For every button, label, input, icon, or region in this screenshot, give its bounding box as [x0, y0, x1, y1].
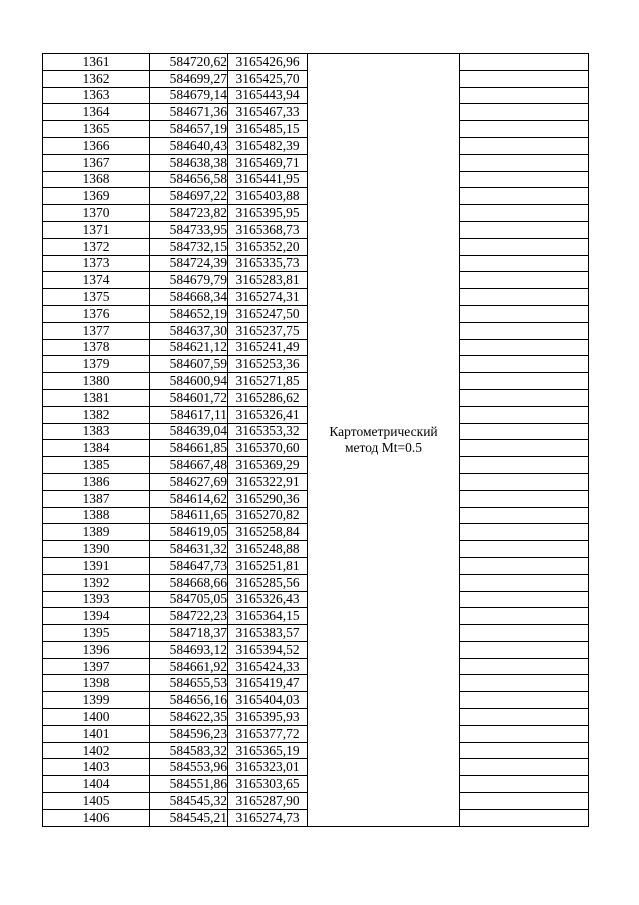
empty-note-cell	[460, 54, 589, 71]
y-coordinate-cell: 3165441,95	[228, 171, 308, 188]
empty-note-cell	[460, 809, 589, 826]
point-number-cell: 1382	[43, 406, 150, 423]
point-number-cell: 1368	[43, 171, 150, 188]
empty-note-cell	[460, 322, 589, 339]
x-coordinate-cell: 584551,86	[150, 776, 228, 793]
point-number-cell: 1394	[43, 608, 150, 625]
point-number-cell: 1388	[43, 507, 150, 524]
x-coordinate-cell: 584699,27	[150, 70, 228, 87]
x-coordinate-cell: 584545,21	[150, 809, 228, 826]
x-coordinate-cell: 584668,66	[150, 574, 228, 591]
x-coordinate-cell: 584596,23	[150, 725, 228, 742]
point-number-cell: 1399	[43, 692, 150, 709]
empty-note-cell	[460, 171, 589, 188]
empty-note-cell	[460, 591, 589, 608]
empty-note-cell	[460, 87, 589, 104]
point-number-cell: 1401	[43, 725, 150, 742]
y-coordinate-cell: 3165368,73	[228, 221, 308, 238]
x-coordinate-cell: 584697,22	[150, 188, 228, 205]
table-row	[43, 54, 589, 71]
y-coordinate-cell: 3165285,56	[228, 574, 308, 591]
point-number-cell: 1367	[43, 154, 150, 171]
point-number-cell: 1404	[43, 776, 150, 793]
y-coordinate-cell: 3165482,39	[228, 137, 308, 154]
y-coordinate-cell: 3165404,03	[228, 692, 308, 709]
x-coordinate-cell: 584656,16	[150, 692, 228, 709]
y-coordinate-cell: 3165469,71	[228, 154, 308, 171]
empty-note-cell	[460, 272, 589, 289]
point-number-cell: 1383	[43, 423, 150, 440]
y-coordinate-cell: 3165271,85	[228, 373, 308, 390]
empty-note-cell	[460, 524, 589, 541]
empty-note-cell	[460, 675, 589, 692]
x-coordinate-cell: 584732,15	[150, 238, 228, 255]
y-coordinate-cell: 3165241,49	[228, 339, 308, 356]
x-coordinate-cell: 584647,73	[150, 557, 228, 574]
y-coordinate-cell: 3165403,88	[228, 188, 308, 205]
point-number-cell: 1384	[43, 440, 150, 457]
y-coordinate-cell: 3165426,96	[228, 54, 308, 71]
empty-note-cell	[460, 70, 589, 87]
point-number-cell: 1400	[43, 709, 150, 726]
empty-note-cell	[460, 356, 589, 373]
y-coordinate-cell: 3165237,75	[228, 322, 308, 339]
x-coordinate-cell: 584619,05	[150, 524, 228, 541]
empty-note-cell	[460, 574, 589, 591]
y-coordinate-cell: 3165251,81	[228, 557, 308, 574]
point-number-cell: 1392	[43, 574, 150, 591]
empty-note-cell	[460, 759, 589, 776]
x-coordinate-cell: 584693,12	[150, 641, 228, 658]
x-coordinate-cell: 584607,59	[150, 356, 228, 373]
y-coordinate-cell: 3165365,19	[228, 742, 308, 759]
point-number-cell: 1378	[43, 339, 150, 356]
point-number-cell: 1396	[43, 641, 150, 658]
y-coordinate-cell: 3165303,65	[228, 776, 308, 793]
point-number-cell: 1403	[43, 759, 150, 776]
point-number-cell: 1373	[43, 255, 150, 272]
empty-note-cell	[460, 692, 589, 709]
empty-note-cell	[460, 339, 589, 356]
empty-note-cell	[460, 557, 589, 574]
x-coordinate-cell: 584655,53	[150, 675, 228, 692]
point-number-cell: 1380	[43, 373, 150, 390]
coordinates-table-body	[43, 54, 589, 827]
empty-note-cell	[460, 625, 589, 642]
x-coordinate-cell: 584614,62	[150, 490, 228, 507]
empty-note-cell	[460, 137, 589, 154]
x-coordinate-cell: 584545,32	[150, 793, 228, 810]
x-coordinate-cell: 584656,58	[150, 171, 228, 188]
y-coordinate-cell: 3165370,60	[228, 440, 308, 457]
y-coordinate-cell: 3165274,73	[228, 809, 308, 826]
empty-note-cell	[460, 541, 589, 558]
y-coordinate-cell: 3165248,88	[228, 541, 308, 558]
empty-note-cell	[460, 406, 589, 423]
coordinates-table	[42, 53, 589, 827]
empty-note-cell	[460, 188, 589, 205]
x-coordinate-cell: 584724,39	[150, 255, 228, 272]
point-number-cell: 1374	[43, 272, 150, 289]
x-coordinate-cell: 584723,82	[150, 205, 228, 222]
x-coordinate-cell: 584640,43	[150, 137, 228, 154]
y-coordinate-cell: 3165425,70	[228, 70, 308, 87]
y-coordinate-cell: 3165369,29	[228, 457, 308, 474]
point-number-cell: 1387	[43, 490, 150, 507]
empty-note-cell	[460, 373, 589, 390]
y-coordinate-cell: 3165352,20	[228, 238, 308, 255]
point-number-cell: 1386	[43, 473, 150, 490]
point-number-cell: 1385	[43, 457, 150, 474]
y-coordinate-cell: 3165323,01	[228, 759, 308, 776]
point-number-cell: 1364	[43, 104, 150, 121]
point-number-cell: 1361	[43, 54, 150, 71]
y-coordinate-cell: 3165258,84	[228, 524, 308, 541]
y-coordinate-cell: 3165377,72	[228, 725, 308, 742]
x-coordinate-cell: 584639,04	[150, 423, 228, 440]
point-number-cell: 1376	[43, 305, 150, 322]
empty-note-cell	[460, 608, 589, 625]
y-coordinate-cell: 3165364,15	[228, 608, 308, 625]
empty-note-cell	[460, 238, 589, 255]
x-coordinate-cell: 584638,38	[150, 154, 228, 171]
point-number-cell: 1377	[43, 322, 150, 339]
empty-note-cell	[460, 440, 589, 457]
x-coordinate-cell: 584722,23	[150, 608, 228, 625]
y-coordinate-cell: 3165322,91	[228, 473, 308, 490]
x-coordinate-cell: 584553,96	[150, 759, 228, 776]
point-number-cell: 1406	[43, 809, 150, 826]
method-label-line2: метод Mt=0.5	[344, 439, 423, 455]
point-number-cell: 1375	[43, 289, 150, 306]
empty-note-cell	[460, 154, 589, 171]
y-coordinate-cell: 3165270,82	[228, 507, 308, 524]
point-number-cell: 1365	[43, 121, 150, 138]
point-number-cell: 1381	[43, 389, 150, 406]
x-coordinate-cell: 584617,11	[150, 406, 228, 423]
empty-note-cell	[460, 457, 589, 474]
empty-note-cell	[460, 305, 589, 322]
empty-note-cell	[460, 255, 589, 272]
method-cell	[308, 54, 460, 827]
empty-note-cell	[460, 658, 589, 675]
y-coordinate-cell: 3165286,62	[228, 389, 308, 406]
point-number-cell: 1397	[43, 658, 150, 675]
y-coordinate-cell: 3165443,94	[228, 87, 308, 104]
x-coordinate-cell: 584637,30	[150, 322, 228, 339]
empty-note-cell	[460, 725, 589, 742]
empty-note-cell	[460, 742, 589, 759]
y-coordinate-cell: 3165424,33	[228, 658, 308, 675]
point-number-cell: 1370	[43, 205, 150, 222]
empty-note-cell	[460, 641, 589, 658]
point-number-cell: 1379	[43, 356, 150, 373]
point-number-cell: 1390	[43, 541, 150, 558]
y-coordinate-cell: 3165274,31	[228, 289, 308, 306]
point-number-cell: 1405	[43, 793, 150, 810]
point-number-cell: 1395	[43, 625, 150, 642]
y-coordinate-cell: 3165283,81	[228, 272, 308, 289]
empty-note-cell	[460, 389, 589, 406]
x-coordinate-cell: 584601,72	[150, 389, 228, 406]
x-coordinate-cell: 584733,95	[150, 221, 228, 238]
x-coordinate-cell: 584667,48	[150, 457, 228, 474]
y-coordinate-cell: 3165395,95	[228, 205, 308, 222]
y-coordinate-cell: 3165353,32	[228, 423, 308, 440]
point-number-cell: 1398	[43, 675, 150, 692]
empty-note-cell	[460, 104, 589, 121]
x-coordinate-cell: 584621,12	[150, 339, 228, 356]
empty-note-cell	[460, 205, 589, 222]
y-coordinate-cell: 3165335,73	[228, 255, 308, 272]
x-coordinate-cell: 584661,92	[150, 658, 228, 675]
point-number-cell: 1362	[43, 70, 150, 87]
x-coordinate-cell: 584679,14	[150, 87, 228, 104]
y-coordinate-cell: 3165253,36	[228, 356, 308, 373]
x-coordinate-cell: 584718,37	[150, 625, 228, 642]
point-number-cell: 1363	[43, 87, 150, 104]
x-coordinate-cell: 584720,62	[150, 54, 228, 71]
point-number-cell: 1393	[43, 591, 150, 608]
empty-note-cell	[460, 221, 589, 238]
x-coordinate-cell: 584668,34	[150, 289, 228, 306]
y-coordinate-cell: 3165467,33	[228, 104, 308, 121]
empty-note-cell	[460, 121, 589, 138]
empty-note-cell	[460, 709, 589, 726]
y-coordinate-cell: 3165383,57	[228, 625, 308, 642]
x-coordinate-cell: 584631,32	[150, 541, 228, 558]
y-coordinate-cell: 3165395,93	[228, 709, 308, 726]
point-number-cell: 1391	[43, 557, 150, 574]
x-coordinate-cell: 584627,69	[150, 473, 228, 490]
x-coordinate-cell: 584622,35	[150, 709, 228, 726]
y-coordinate-cell: 3165485,15	[228, 121, 308, 138]
point-number-cell: 1389	[43, 524, 150, 541]
point-number-cell: 1371	[43, 221, 150, 238]
x-coordinate-cell: 584652,19	[150, 305, 228, 322]
empty-note-cell	[460, 507, 589, 524]
method-label-line1: Картометрический	[329, 423, 438, 439]
empty-note-cell	[460, 289, 589, 306]
x-coordinate-cell: 584661,85	[150, 440, 228, 457]
x-coordinate-cell: 584600,94	[150, 373, 228, 390]
point-number-cell: 1402	[43, 742, 150, 759]
y-coordinate-cell: 3165419,47	[228, 675, 308, 692]
empty-note-cell	[460, 490, 589, 507]
empty-note-cell	[460, 473, 589, 490]
x-coordinate-cell: 584671,36	[150, 104, 228, 121]
point-number-cell: 1372	[43, 238, 150, 255]
y-coordinate-cell: 3165394,52	[228, 641, 308, 658]
y-coordinate-cell: 3165287,90	[228, 793, 308, 810]
point-number-cell: 1366	[43, 137, 150, 154]
x-coordinate-cell: 584611,65	[150, 507, 228, 524]
x-coordinate-cell: 584583,32	[150, 742, 228, 759]
empty-note-cell	[460, 793, 589, 810]
empty-note-cell	[460, 776, 589, 793]
x-coordinate-cell: 584679,79	[150, 272, 228, 289]
y-coordinate-cell: 3165326,43	[228, 591, 308, 608]
y-coordinate-cell: 3165247,50	[228, 305, 308, 322]
x-coordinate-cell: 584705,05	[150, 591, 228, 608]
y-coordinate-cell: 3165290,36	[228, 490, 308, 507]
point-number-cell: 1369	[43, 188, 150, 205]
x-coordinate-cell: 584657,19	[150, 121, 228, 138]
y-coordinate-cell: 3165326,41	[228, 406, 308, 423]
empty-note-cell	[460, 423, 589, 440]
